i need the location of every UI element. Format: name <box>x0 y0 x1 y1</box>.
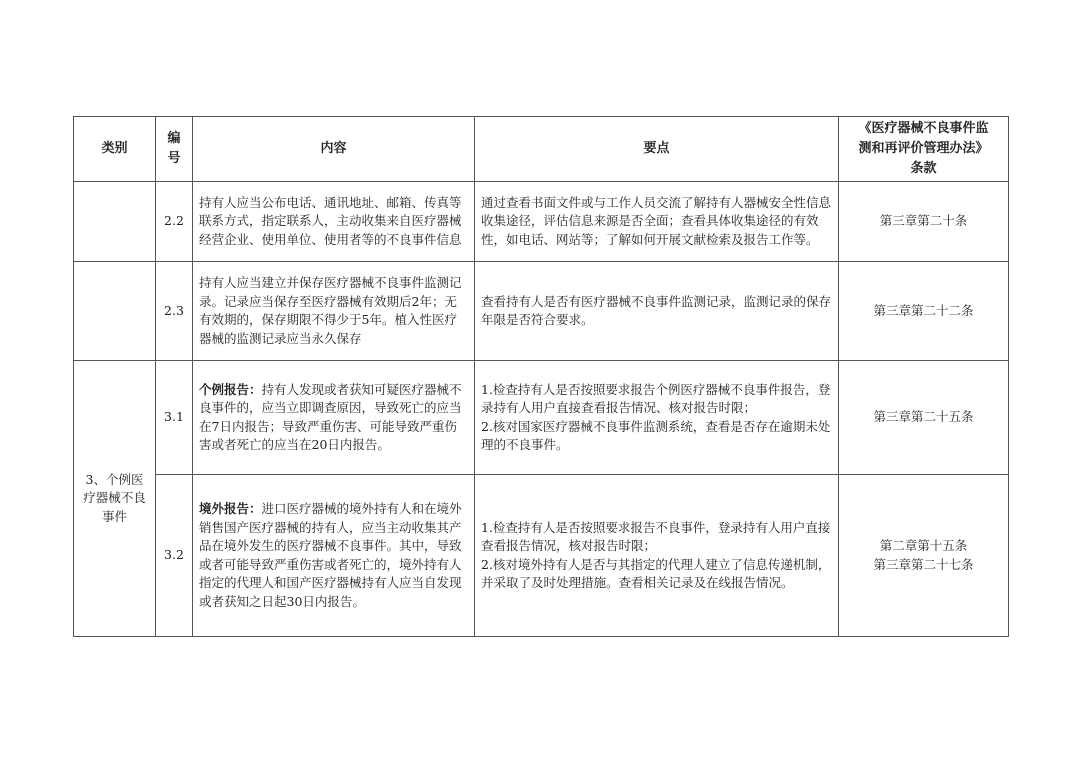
category-cell-empty <box>74 182 156 262</box>
item-points: 1.检查持有人是否按照要求报告个例医疗器械不良事件报告，登录持有人用户直接查看报告情况、核对报告时限； 2.核对国家医疗器械不良事件监测系统，查看是否存在逾期未处理的不良事件。 <box>475 361 839 475</box>
item-content: 进口医疗器械的境外持有人和在境外销售国产医疗器械的持有人，应当主动收集其产品在境外发生的医疗器械不良事件。其中，导致或者可能导致严重伤害或者死亡的，境外持有人指定的代理人和国产医疗器械持有人应当自发现或者获知之日起30日内报告。 <box>199 501 462 609</box>
item-clause-cell <box>839 475 1009 637</box>
item-number: 2.3 <box>156 262 193 361</box>
item-content-cell <box>193 361 475 475</box>
item-content-cell <box>193 475 475 637</box>
item-number: 2.2 <box>156 182 193 262</box>
header-category: 类别 <box>74 117 156 182</box>
regulation-table <box>73 116 1009 637</box>
table-row <box>74 262 1009 361</box>
header-clause: 《医疗器械不良事件监测和再评价管理办法》条款 <box>839 117 1009 182</box>
item-points: 1.检查持有人是否按照要求报告不良事件，登录持有人用户直接查看报告情况，核对报告时限； 2.核对境外持有人是否与其指定的代理人建立了信息传递机制，并采取了及时处理措施。查看相关记录及在线报告情况。 <box>475 475 839 637</box>
table-row <box>74 182 1009 262</box>
header-number: 编号 <box>156 117 193 182</box>
item-clause-line: 第二章第十五条 <box>879 538 968 553</box>
table-row <box>74 475 1009 637</box>
item-number: 3.2 <box>156 475 193 637</box>
item-number: 3.1 <box>156 361 193 475</box>
header-points: 要点 <box>475 117 839 182</box>
item-points: 通过查看书面文件或与工作人员交流了解持有人器械安全性信息收集途径，评估信息来源是否全面；查看具体收集途径的有效性，如电话、网站等；了解如何开展文献检索及报告工作等。 <box>475 182 839 262</box>
item-content: 持有人应当建立并保存医疗器械不良事件监测记录。记录应当保存至医疗器械有效期后2年；无有效期的，保存期限不得少于5年。植入性医疗器械的监测记录应当永久保存 <box>193 262 475 361</box>
table-row <box>74 361 1009 475</box>
item-clause: 第三章第二十条 <box>839 182 1009 262</box>
item-content: 持有人发现或者获知可疑医疗器械不良事件的，应当立即调查原因，导致死亡的应当在7日内报告；导致严重伤害、可能导致严重伤害或者死亡的应当在20日内报告。 <box>199 381 462 452</box>
item-clause-line: 第三章第二十七条 <box>873 556 974 572</box>
header-row <box>74 117 1009 182</box>
item-content-title: 个例报告： <box>199 381 262 397</box>
item-points: 查看持有人是否有医疗器械不良事件监测记录，监测记录的保存年限是否符合要求。 <box>475 262 839 361</box>
item-content: 持有人应当公布电话、通讯地址、邮箱、传真等联系方式，指定联系人，主动收集来自医疗器械经营企业、使用单位、使用者等的不良事件信息 <box>193 182 475 262</box>
category-cell-empty <box>74 262 156 361</box>
item-content-title: 境外报告： <box>199 501 262 516</box>
header-content: 内容 <box>193 117 475 182</box>
item-clause: 第三章第二十五条 <box>839 361 1009 475</box>
item-clause: 第三章第二十二条 <box>839 262 1009 361</box>
category-cell: 3、个例医疗器械不良事件 <box>74 361 156 637</box>
